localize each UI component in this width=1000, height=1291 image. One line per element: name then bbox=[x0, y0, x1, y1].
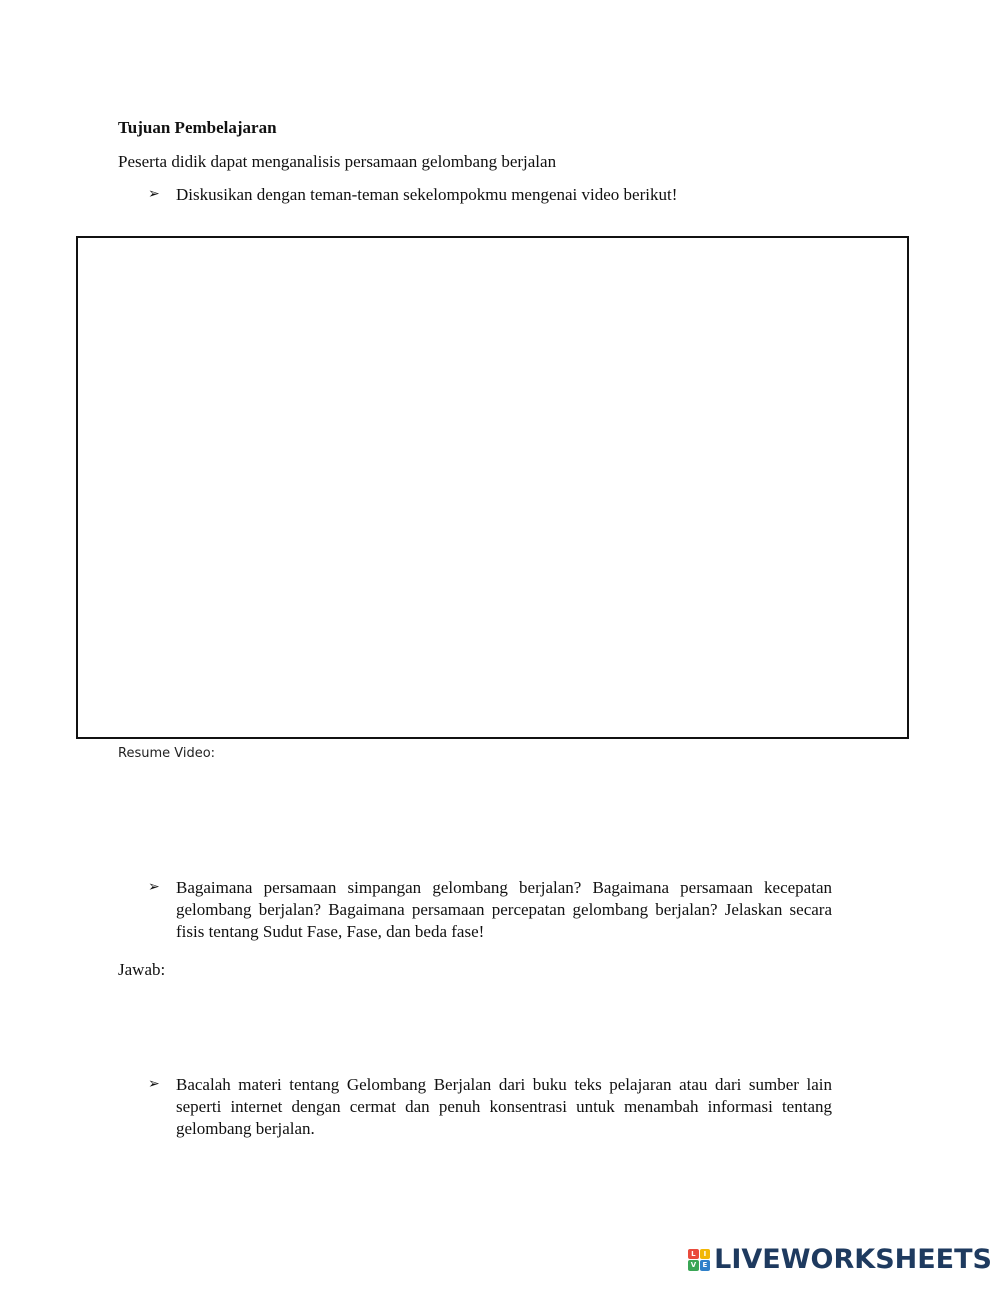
logo-tile-l: L bbox=[688, 1249, 699, 1260]
answer-label: Jawab: bbox=[118, 960, 166, 979]
brand-name: LIVEWORKSHEETS bbox=[714, 1244, 992, 1275]
instruction-questions-text: Bagaimana persamaan simpangan gelombang berjalan? Bagaimana persamaan kecepatan gelombang berjalan? Bagaimana persamaan percepatan gelombang berjalan? Jelaskan secara fisis tentang Sudut Fase, Fase, dan beda fase! bbox=[176, 878, 832, 941]
arrow-bullet-icon: ➢ bbox=[148, 1077, 160, 1092]
logo-tile-v: V bbox=[688, 1260, 699, 1271]
section-heading: Tujuan Pembelajaran bbox=[118, 118, 277, 137]
liveworksheets-brand bbox=[688, 1244, 992, 1275]
logo-tile-i: I bbox=[700, 1249, 711, 1260]
video-frame[interactable] bbox=[76, 236, 909, 739]
liveworksheets-logo-icon bbox=[688, 1249, 710, 1271]
instruction-discuss-text: Diskusikan dengan teman-teman sekelompokmu mengenai video berikut! bbox=[176, 185, 678, 204]
instruction-read-text: Bacalah materi tentang Gelombang Berjalan dari buku teks pelajaran atau dari sumber lain seperti internet dengan cermat dan penuh konsentrasi untuk menambah informasi tentang gelombang berjalan. bbox=[176, 1075, 832, 1138]
arrow-bullet-icon: ➢ bbox=[148, 880, 160, 895]
logo-tile-e: E bbox=[700, 1260, 711, 1271]
instruction-read bbox=[148, 1074, 832, 1140]
resume-video-label: Resume Video: bbox=[118, 746, 216, 761]
arrow-bullet-icon: ➢ bbox=[148, 187, 160, 202]
instruction-questions bbox=[148, 877, 832, 943]
instruction-discuss bbox=[148, 184, 848, 206]
learning-objective: Peserta didik dapat menganalisis persamaan gelombang berjalan bbox=[118, 152, 557, 171]
